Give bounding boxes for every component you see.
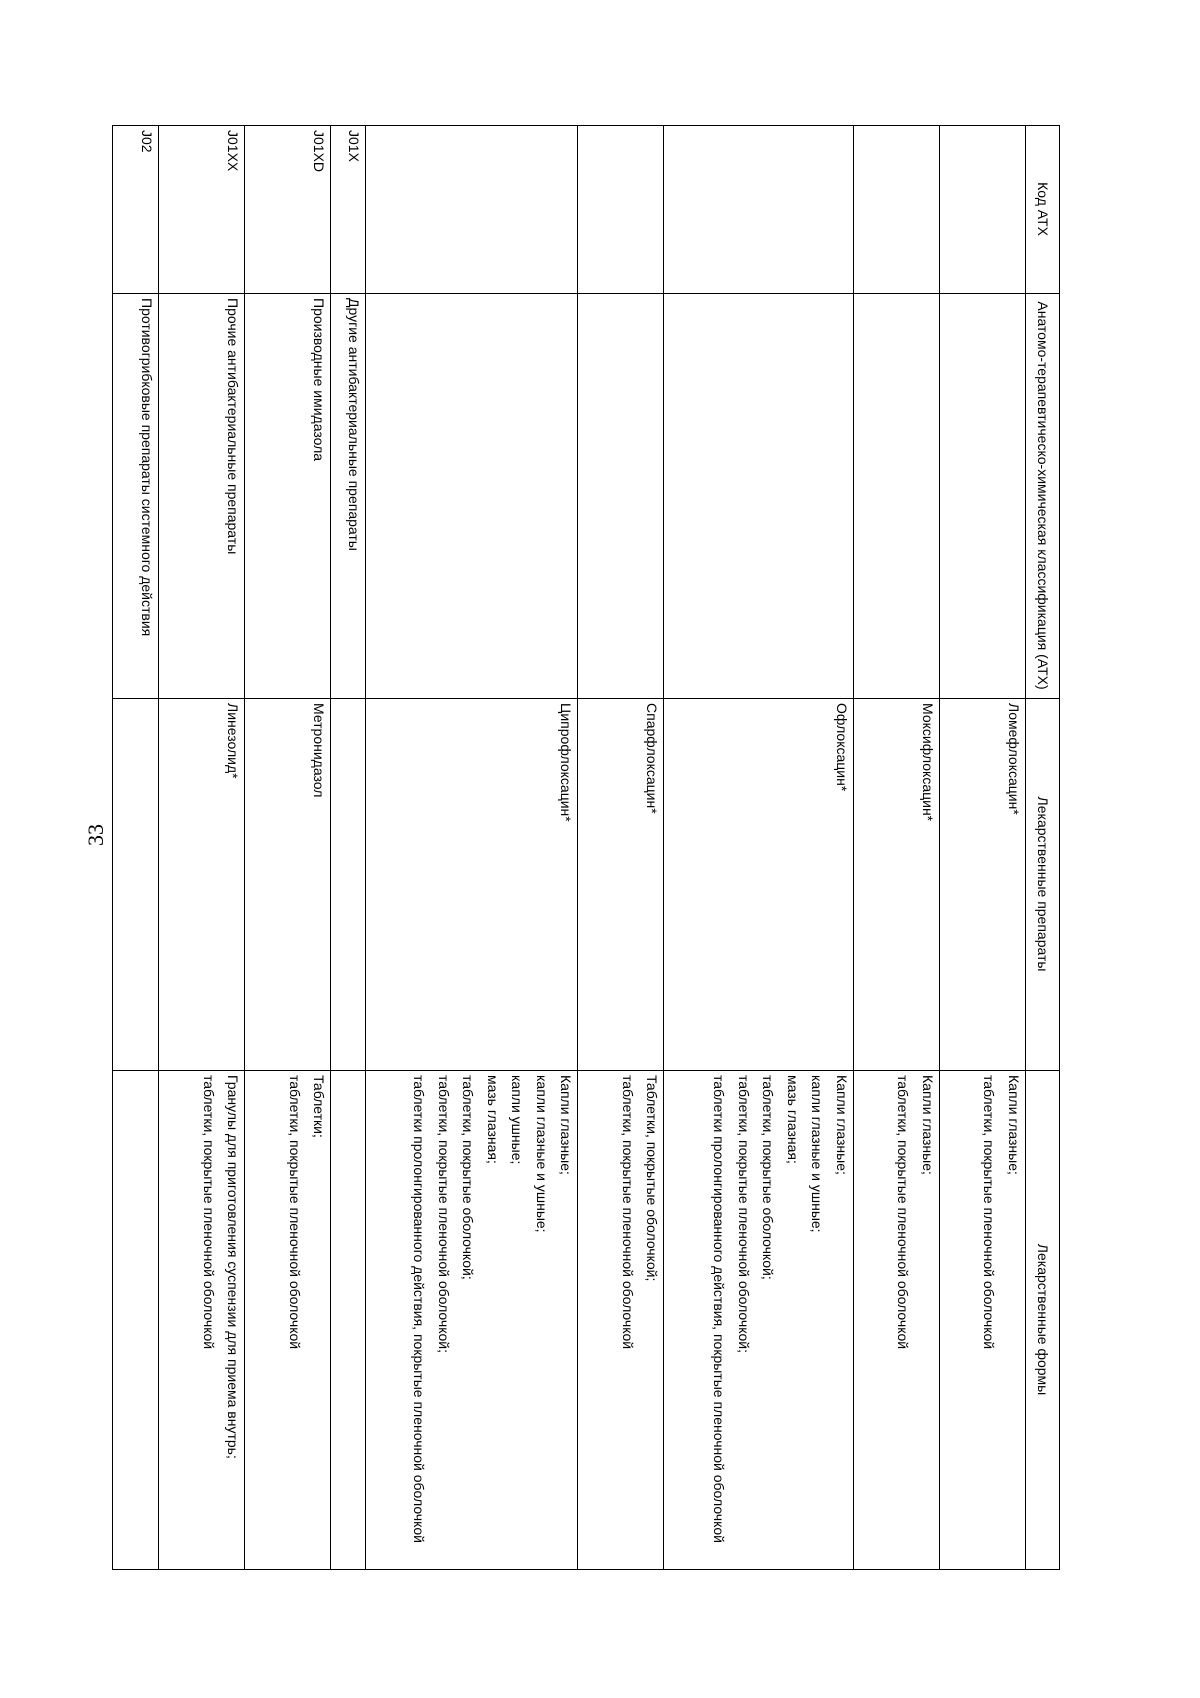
header-row	[1026, 126, 1060, 1570]
table-row	[664, 126, 853, 1570]
form-line: Таблетки;	[311, 1075, 328, 1138]
form-line: мазь глазная;	[484, 1075, 501, 1164]
cell-forms	[664, 1071, 853, 1570]
cell-drug: Ломефлоксацин*	[939, 699, 1025, 1071]
table-body	[113, 126, 1026, 1570]
form-line: Капли глазные;	[833, 1075, 850, 1175]
cell-forms	[331, 1071, 365, 1570]
cell-drug: Офлоксацин*	[664, 699, 853, 1071]
header-drugs: Лекарственные препараты	[1026, 699, 1060, 1071]
cell-classification: Противогрибковые препараты системного действия	[113, 294, 159, 699]
cell-drug: Ципрофлоксацин*	[365, 699, 577, 1071]
cell-drug: Спарфлоксацин*	[578, 699, 664, 1071]
cell-code	[853, 126, 939, 294]
cell-classification	[365, 294, 577, 699]
page-number: 33	[83, 824, 108, 846]
form-line: капли ушные;	[509, 1075, 526, 1165]
cell-drug: Моксифлоксацин*	[853, 699, 939, 1071]
form-line: таблетки, покрытые пленочной оболочкой	[895, 1075, 912, 1350]
cell-drug	[113, 699, 159, 1071]
header-forms: Лекарственные формы	[1026, 1071, 1060, 1570]
cell-code	[664, 126, 853, 294]
cell-classification: Производные имидазола	[245, 294, 331, 699]
cell-drug: Линезолид*	[159, 699, 245, 1071]
form-line: Гранулы для приготовления суспензии для приема внутрь;	[225, 1075, 242, 1459]
form-line: таблетки пролонгированного действия, покрытые пленочной оболочкой	[411, 1075, 428, 1543]
cell-forms	[113, 1071, 159, 1570]
form-line: таблетки, покрытые оболочкой;	[760, 1075, 777, 1280]
cell-classification	[939, 294, 1025, 699]
form-line: Капли глазные;	[558, 1075, 575, 1175]
cell-code: J01X	[331, 126, 365, 294]
table-row	[853, 126, 939, 1570]
cell-classification	[664, 294, 853, 699]
cell-code: J01XD	[245, 126, 331, 294]
cell-forms	[159, 1071, 245, 1570]
cell-code: J02	[113, 126, 159, 294]
cell-drug: Метронидазол	[245, 699, 331, 1071]
table-row	[113, 126, 159, 1570]
form-line: мазь глазная;	[784, 1075, 801, 1164]
form-line: таблетки, покрытые оболочкой;	[460, 1075, 477, 1280]
form-line: таблетки, покрытые пленочной оболочкой;	[435, 1075, 452, 1353]
form-line: таблетки, покрытые пленочной оболочкой	[619, 1075, 636, 1350]
table-row	[159, 126, 245, 1570]
cell-code	[578, 126, 664, 294]
cell-classification	[578, 294, 664, 699]
table-row	[939, 126, 1025, 1570]
form-line: таблетки, покрытые пленочной оболочкой	[286, 1075, 303, 1350]
cell-forms	[939, 1071, 1025, 1570]
cell-classification: Прочие антибактериальные препараты	[159, 294, 245, 699]
cell-forms	[578, 1071, 664, 1570]
header-code: Код АТХ	[1026, 126, 1060, 294]
form-line: Капли глазные;	[919, 1075, 936, 1175]
cell-classification: Другие антибактериальные препараты	[331, 294, 365, 699]
cell-forms	[853, 1071, 939, 1570]
form-line: Таблетки, покрытые оболочкой;	[644, 1075, 661, 1282]
cell-code: J01XX	[159, 126, 245, 294]
cell-classification	[853, 294, 939, 699]
rotated-table-container	[112, 125, 1060, 1569]
table-row	[578, 126, 664, 1570]
form-line: капли глазные и ушные;	[533, 1075, 550, 1233]
cell-drug	[331, 699, 365, 1071]
header-classification: Анатомо-терапевтическо-химическая классификация (АТХ)	[1026, 294, 1060, 699]
cell-forms	[245, 1071, 331, 1570]
cell-code	[365, 126, 577, 294]
table-row	[245, 126, 331, 1570]
form-line: таблетки, покрытые пленочной оболочкой	[981, 1075, 998, 1350]
form-line: капли глазные и ушные;	[809, 1075, 826, 1233]
form-line: таблетки, покрытые пленочной оболочкой;	[735, 1075, 752, 1353]
table-row	[331, 126, 365, 1570]
table-row	[365, 126, 577, 1570]
cell-code	[939, 126, 1025, 294]
form-line: Капли глазные;	[1006, 1075, 1022, 1175]
cell-forms	[365, 1071, 577, 1570]
form-line: таблетки, покрытые пленочной оболочкой	[200, 1075, 217, 1350]
form-line: таблетки пролонгированного действия, покрытые пленочной оболочкой	[711, 1075, 728, 1543]
drug-table	[112, 125, 1060, 1570]
